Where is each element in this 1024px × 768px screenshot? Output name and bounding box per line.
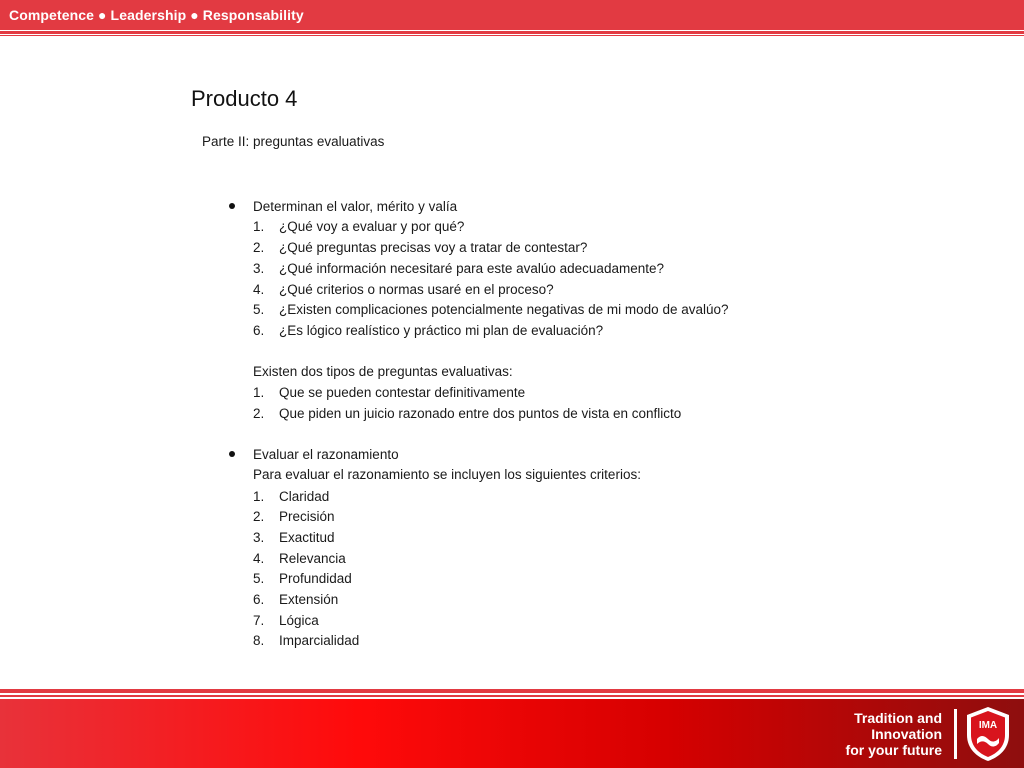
list-item: ¿Qué preguntas precisas voy a tratar de contestar?: [279, 240, 588, 255]
list-item: ¿Es lógico realístico y práctico mi plan de evaluación?: [279, 323, 604, 338]
section2-intro: Para evaluar el razonamiento se incluyen los siguientes criterios:: [253, 467, 641, 482]
footer-band: [0, 699, 1024, 768]
list-item: Profundidad: [279, 571, 352, 586]
list-item-number: 4.: [253, 282, 265, 297]
list-item-number: 8.: [253, 633, 265, 648]
list-item-number: 3.: [253, 530, 265, 545]
list-item-number: 6.: [253, 323, 265, 338]
list-item: ¿Existen complicaciones potencialmente negativas de mi modo de avalúo?: [279, 302, 729, 317]
footer-divider-line: [0, 689, 1024, 693]
list-item-number: 2.: [253, 406, 265, 421]
list-item-number: 5.: [253, 571, 265, 586]
slide-title: Producto 4: [191, 86, 298, 111]
section1-heading: Determinan el valor, mérito y valía: [253, 199, 458, 214]
list-item-number: 1.: [253, 489, 265, 504]
tagline-line: Innovation: [871, 726, 942, 742]
bullet-icon: [229, 203, 235, 209]
list-item-number: 3.: [253, 261, 265, 276]
list-item-number: 6.: [253, 592, 265, 607]
tagline-line: Tradition and: [854, 710, 942, 726]
logo-text: IMA: [978, 720, 998, 731]
list-item: Exactitud: [279, 530, 335, 545]
list-item-number: 2.: [253, 240, 265, 255]
footer-vertical-divider: [954, 709, 957, 759]
list-item-number: 7.: [253, 613, 265, 628]
list-item: Imparcialidad: [279, 633, 360, 648]
list-item-number: 1.: [253, 219, 265, 234]
list-item: Que se pueden contestar definitivamente: [279, 385, 526, 400]
bullet-icon: [229, 451, 235, 457]
list-item: Relevancia: [279, 551, 346, 566]
section2-heading: Evaluar el razonamiento: [253, 447, 399, 462]
list-item-number: 1.: [253, 385, 265, 400]
list-item-number: 5.: [253, 302, 265, 317]
list-item: Que piden un juicio razonado entre dos puntos de vista en conflicto: [279, 406, 682, 421]
list-item: ¿Qué información necesitaré para este avalúo adecuadamente?: [279, 261, 664, 276]
tagline-line: for your future: [845, 742, 942, 758]
header-banner-text: Competence ● Leadership ● Responsability: [9, 7, 304, 23]
list-item: Claridad: [279, 489, 330, 504]
footer-tagline: [846, 710, 942, 758]
list-item: Lógica: [279, 613, 319, 628]
ima-shield-logo-icon: [965, 705, 1011, 763]
list-item-number: 2.: [253, 509, 265, 524]
list-item-number: 4.: [253, 551, 265, 566]
list-item: ¿Qué voy a evaluar y por qué?: [279, 219, 465, 234]
document-subtitle: Parte II: preguntas evaluativas: [202, 134, 385, 149]
list-item: Precisión: [279, 509, 335, 524]
list-item: ¿Qué criterios o normas usaré en el proceso?: [279, 282, 554, 297]
types-intro: Existen dos tipos de preguntas evaluativas:: [253, 364, 513, 379]
list-item: Extensión: [279, 592, 339, 607]
footer-divider-thin-line: [0, 695, 1024, 697]
